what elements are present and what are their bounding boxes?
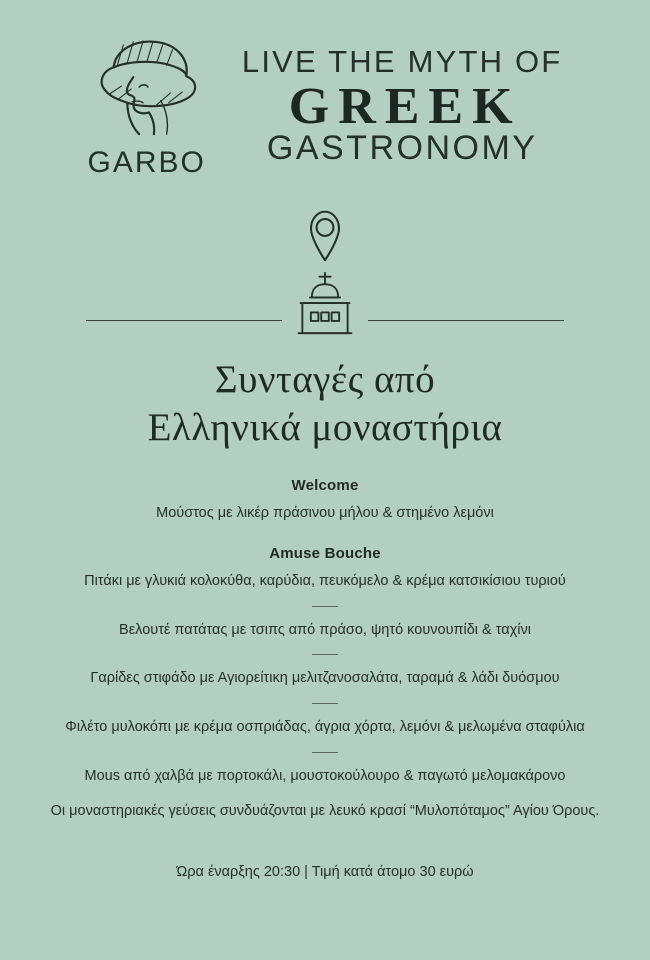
brand-name: GARBO xyxy=(87,146,206,179)
page-title-line-1: Συνταγές από xyxy=(214,358,436,401)
divider-left xyxy=(86,320,282,321)
brand-block xyxy=(88,32,206,180)
dish-item: Πιτάκι με γλυκιά κολοκύθα, καρύδια, πευκόμελο & κρέμα κατσικίσιου τυριού xyxy=(84,572,566,589)
menu xyxy=(30,477,620,822)
headline-block xyxy=(242,46,563,165)
dish-separator xyxy=(312,752,338,753)
headline-line-2: GREEK xyxy=(288,77,522,135)
page-title-line-2: Ελληνικά μοναστήρια xyxy=(147,405,503,449)
course-welcome xyxy=(30,477,620,525)
dish-item: Mous από χαλβά με πορτοκάλι, μουστοκούλουρο & παγωτό μελομακάρονο xyxy=(84,767,566,784)
wine-pairing-note: Οι μοναστηριακές γεύσεις συνδυάζονται με λευκό κρασί “Μυλοπόταμος” Αγίου Όρους. xyxy=(50,802,600,819)
woman-with-hat-icon xyxy=(88,32,206,142)
dish-item: Μούστος με λικέρ πράσινου μήλου & στημένο λεμόνι xyxy=(156,505,494,522)
dish-separator xyxy=(312,654,338,655)
headline-line-1: LIVE THE MYTH OF xyxy=(241,44,563,80)
dish-item: Φιλέτο μυλοκόπι με κρέμα οσπριάδας, άγρια χόρτα, λεμόνι & μελωμένα σταφύλια xyxy=(65,719,585,736)
church-icon xyxy=(285,271,365,342)
poster-header xyxy=(30,32,620,180)
dish-item: Γαρίδες στιφάδο με Αγιορείτικη μελιτζανοσαλάτα, ταραμά & λάδι δυόσμου xyxy=(90,670,560,687)
event-info: Ώρα έναρξης 20:30 | Τιμή κατά άτομο 30 ευρώ xyxy=(176,864,474,881)
headline-line-3: GASTRONOMY xyxy=(266,128,538,167)
dish-separator xyxy=(312,703,338,704)
map-pin-icon xyxy=(303,206,347,267)
church-container xyxy=(285,271,365,342)
course-amuse-bouche xyxy=(30,545,620,788)
pin-container xyxy=(303,206,347,267)
course-amuse-heading: Amuse Bouche xyxy=(269,544,381,562)
dish-separator xyxy=(312,606,338,607)
course-welcome-heading: Welcome xyxy=(291,477,359,495)
divider-right xyxy=(368,320,564,321)
dish-item: Βελουτέ πατάτας με τσιπς από πράσο, ψητό κουνουπίδι & ταχίνι xyxy=(119,621,531,638)
page-title xyxy=(148,356,503,451)
